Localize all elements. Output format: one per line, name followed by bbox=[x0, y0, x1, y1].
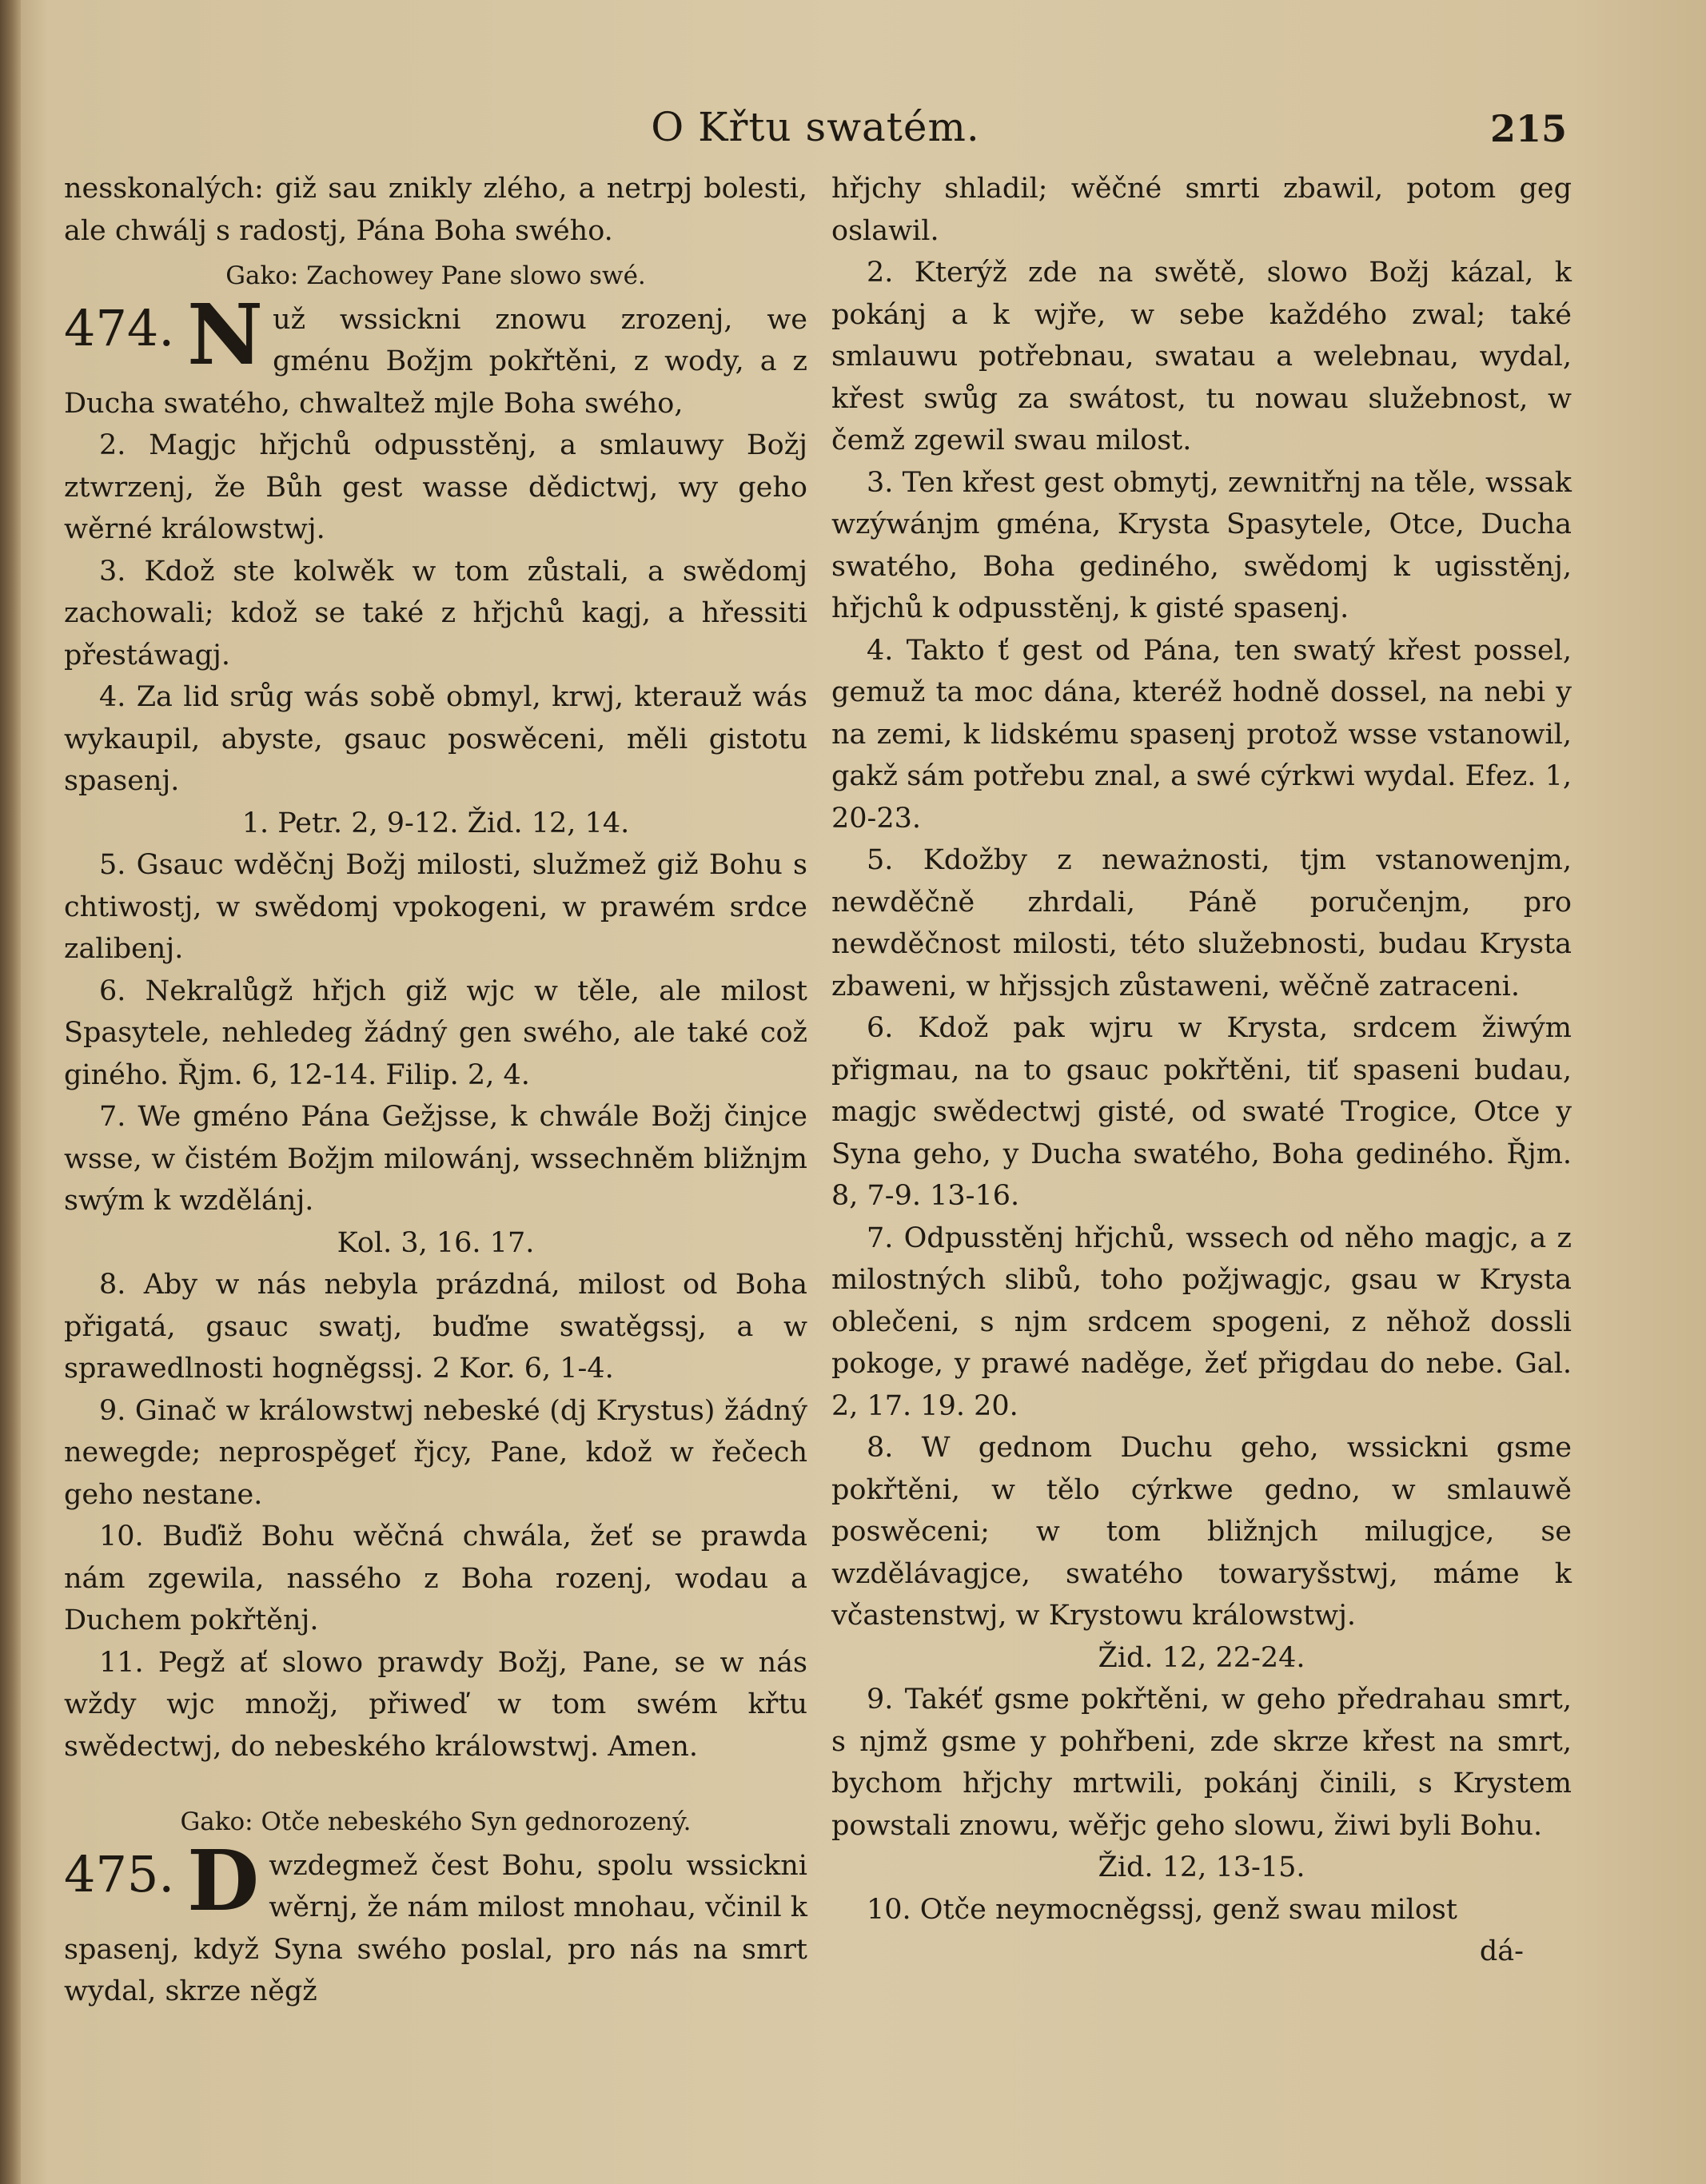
verse-6: 6. Nekralůgž hřjch giž wjc w těle, ale milost Spasytele, nehledeg žádný gen swého, ale také což giného. Řjm. 6, 12-14. Filip. 2, 4. bbox=[64, 974, 807, 1091]
verse-4: 4. Za lid srůg wás sobě obmyl, krwj, kterauž wás wykaupil, abyste, gsauc poswěceni, měli gistotu spasenj. bbox=[64, 681, 807, 797]
verse-6: 6. Kdož pak wjru w Krysta, srdcem žiwým přigmau, na to gsauc pokřtěni, tiť spaseni budau, magjc swědectwj gisté, od swaté Trogice, Otce y Syna geho, y Ducha swatého, Boha gediného. Řjm. 8, 7-9. 13-16. bbox=[831, 1012, 1572, 1212]
continued-lines: hřjchy shladil; wěčné smrti zbawil, potom geg oslawil. bbox=[831, 173, 1572, 247]
verse-9: 9. Takéť gsme pokřtěni, w geho předrahau smrt, s njmž gsme y pohřbeni, zde skrze křest na smrt, bychom hřjchy mrtwili, pokánj činili, s Krystem powstali znowu, wěřjc geho slowu, žiwi byli Bohu. bbox=[831, 1684, 1572, 1842]
verse-8: 8. W gednom Duchu geho, wssickni gsme pokřtěni, w tělo cýrkwe gedno, w smlauwě poswěceni; w tom bližnjch milugjce, se wzdělávagjce, swatého towaryšstwj, máme k včastenstwj, w Krystowu králowstwj. bbox=[831, 1432, 1572, 1632]
catchword: dá- bbox=[1479, 1935, 1524, 1967]
hymn-474-opening bbox=[64, 285, 807, 425]
verse-5: 5. Kdožby z neważnosti, tjm vstanowenjm, newděčně zhrdali, Páně poručenjm, pro newděčnost milosti, této služebnosti, budau Krysta zbaweni, w hřjssjch zůstaweni, wěčně zatraceni. bbox=[831, 844, 1572, 1002]
hymn-number: 475. bbox=[64, 1844, 175, 1903]
verse-3: 3. Kdož ste kolwěk w tom zůstali, a swědomj zachowali; kdož se také z hřjchů kagj, a hřessiti přestáwagj. bbox=[64, 555, 807, 672]
intro-lines: nesskonalých: giž sau znikly zlého, a netrpj bolesti, ale chwálj s radostj, Pána Boha swého. bbox=[64, 173, 807, 247]
verse-11: 11. Pegž ať slowo prawdy Božj, Pane, se w nás wždy wjc množj, přiweď w tom swém křtu swědectwj, do nebeského králowstwj. Amen. bbox=[64, 1646, 807, 1763]
book-gutter bbox=[0, 0, 21, 2184]
scripture-reference: Žid. 12, 22-24. bbox=[1098, 1641, 1305, 1674]
verse-7: 7. We gméno Pána Gežjsse, k chwále Božj činjce wsse, w čistém Božjm milowánj, wssechněm bližnjm swým k wzdělánj. bbox=[64, 1101, 807, 1217]
page-header bbox=[64, 104, 1567, 168]
verse-text: wzdegmež čest Bohu, spolu wssickni wěrnj, že nám milost mnohau, včinil k spasenj, když Syna swého poslal, pro nás na smrt wydal, skrze něgž bbox=[64, 1849, 807, 2007]
hymn-number: 474. bbox=[64, 298, 175, 357]
tune-line: Gako: Otče nebeského Syn gednorozený. bbox=[180, 1807, 692, 1836]
verse-10: 10. Buďiž Bohu wěčná chwála, žeť se prawda nám zgewila, nassého z Boha rozenj, wodau a Duchem pokřtěnj. bbox=[64, 1520, 807, 1636]
verse-2: 2. Kterýž zde na swětě, slowo Božj kázal, k pokánj a k wjře, w sebe každého zwal; také smlauwu potřebnau, swatau a welebnau, wydal, křest swůg za swátost, tu nowau služebnost, w čemž zgewil swau milost. bbox=[831, 257, 1572, 456]
verse-8: 8. Aby w nás nebyla prázdná, milost od Boha přigatá, gsauc swatj, buďme swatěgssj, a w sprawedlnosti hogněgssj. 2 Kor. 6, 1-4. bbox=[64, 1269, 807, 1385]
verse-10: 10. Otče neymocněgssj, genž swau milost bbox=[867, 1893, 1457, 1926]
tune-line: Gako: Zachowey Pane slowo swé. bbox=[225, 261, 646, 290]
page-number: 215 bbox=[1489, 107, 1567, 150]
verse-4: 4. Takto ť gest od Pána, ten swatý křest possel, gemuž ta moc dána, kteréž hodně dossel, na nebi y na zemi, k lidskému spasenj protož wsse vstanowil, gakž sám potřebu znal, a swé cýrkwi wydal. Efez. 1, 20-23. bbox=[831, 634, 1572, 835]
right-column bbox=[831, 168, 1572, 1973]
verse-2: 2. Magjc hřjchů odpusstěnj, a smlauwy Božj ztwrzenj, že Bůh gest wasse dědictwj, wy geho wěrné králowstwj. bbox=[64, 429, 807, 545]
left-column bbox=[64, 168, 807, 2013]
verse-9: 9. Ginač w králowstwj nebeské (dj Krystus) žádný newegde; neprospěgeť řjcy, Pane, kdož w řečech geho nestane. bbox=[64, 1394, 807, 1511]
verse-5: 5. Gsauc wděčnj Božj milosti, služmež giž Bohu s chtiwostj, w swědomj vpokogeni, w prawém srdce zalibenj. bbox=[64, 849, 807, 965]
verse-3: 3. Ten křest gest obmytj, zewnitřnj na těle, wssak wzýwánjm gména, Krysta Spasytele, Otce, Ducha swatého, Boha gediného, swědomj k ugisstěnj, hřjchů k odpusstěnj, k gisté spasenj. bbox=[831, 466, 1572, 624]
verse-7: 7. Odpusstěnj hřjchů, wssech od něho magjc, a z milostných slibů, toho požjwagjc, gsau w Krysta oblečeni, s njm srdcem spogeni, z něhož dossli pokoge, y prawé naděge, žeť přigdau do nebe. Gal. 2, 17. 19. 20. bbox=[831, 1222, 1572, 1422]
scripture-reference: 1. Petr. 2, 9-12. Žid. 12, 14. bbox=[241, 807, 630, 839]
scripture-reference: Žid. 12, 13-15. bbox=[1098, 1851, 1305, 1883]
decorated-initial: N bbox=[187, 285, 264, 384]
decorated-initial: D bbox=[187, 1831, 260, 1930]
running-title: O Křtu swatém. bbox=[651, 104, 980, 150]
verse-text: už wssickni znowu zrozenj, we gménu Božjm pokřtěni, z wody, a z Ducha swatého, chwaltež mjle Boha swého, bbox=[64, 303, 807, 420]
hymn-475-opening bbox=[64, 1831, 807, 2013]
scripture-reference: Kol. 3, 16. 17. bbox=[337, 1226, 535, 1259]
